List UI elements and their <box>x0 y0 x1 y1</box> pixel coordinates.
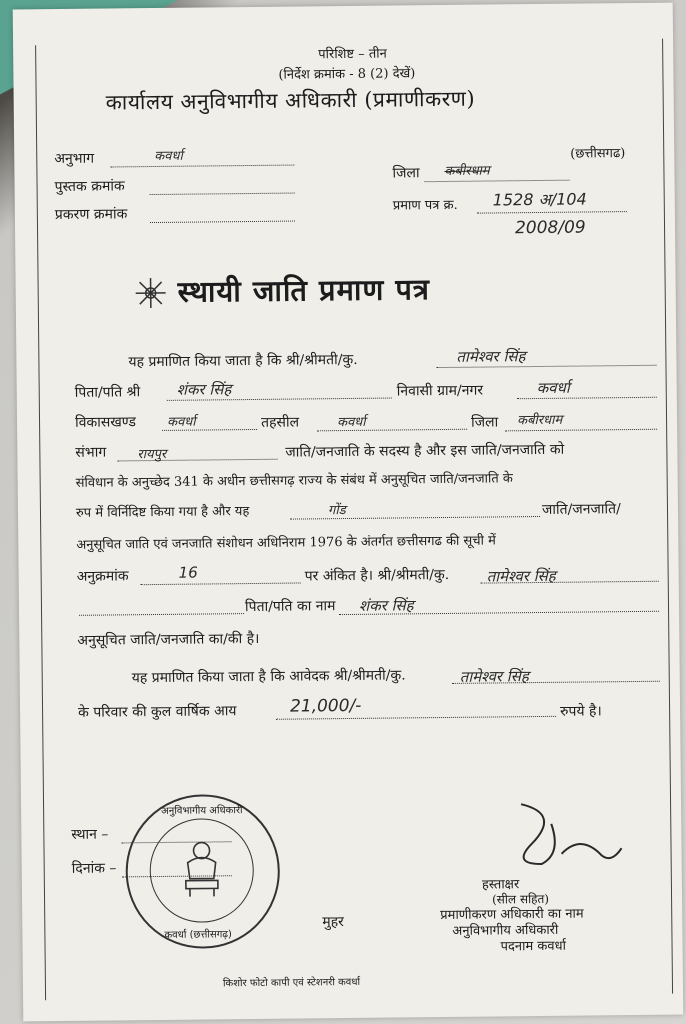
block-label: विकासखण्ड <box>74 414 136 431</box>
tehsil-label: तहसील <box>260 414 300 431</box>
division-value: रायपुर <box>137 446 167 463</box>
printer-credit: किशोर फोटो कापी एवं स्टेशनरी कवर्धा <box>222 976 361 990</box>
office-heading: कार्यालय अनुविभागीय अधिकारी (प्रमाणीकरण) <box>105 86 476 115</box>
place-label: स्थान – <box>71 826 109 843</box>
serial-value: 16 <box>178 563 198 582</box>
district-label: जिला <box>392 165 420 182</box>
cert-year: 2008/09 <box>514 217 586 239</box>
village-label: निवासी ग्राम/नगर <box>396 382 484 400</box>
seal-top-text: अनुविभागीय अधिकारी <box>161 805 243 817</box>
officer-line2: अनुविभागीय अधिकारी <box>452 922 559 939</box>
officer-line: प्रमाणीकरण अधिकारी का नाम <box>440 906 584 924</box>
caste-value: गोंड <box>327 503 346 519</box>
body-line6-tail: जाति/जनजाति/ <box>541 501 621 518</box>
income-value: 21,000/- <box>289 695 362 717</box>
body-line4-tail: जाति/जनजाति के सदस्य है और इस जाति/जनजाति को <box>285 441 565 461</box>
signature-mark <box>491 793 632 884</box>
sign-sub: (सील सहित) <box>491 891 550 907</box>
directive-label: (निर्देश क्रमांक - 8 (2) देखें) <box>278 66 416 83</box>
body-line11: यह प्रमाणित किया जाता है कि आवेदक श्री/श्रीमती/कु. <box>131 667 406 687</box>
emblem-icon <box>179 838 224 898</box>
father2-label: पिता/पति का नाम <box>244 598 336 616</box>
cert-no-label: प्रमाण पत्र क्र. <box>392 197 458 214</box>
appendix-label: परिशिष्ट – तीन <box>318 46 387 63</box>
sign-label: हस्ताक्षर <box>481 877 520 893</box>
block-value: कवर्धा <box>166 414 196 430</box>
body-line7: अनुसूचित जाति एवं जनजाति संशोधन अधिनिराम 1976 के अंतर्गत छत्तीसगढ की सूची में <box>76 533 496 553</box>
section-label: अनुभाग <box>54 150 95 168</box>
case-no-label: प्रकरण क्रमांक <box>54 206 128 224</box>
book-no-label: पुस्तक क्रमांक <box>54 178 125 196</box>
cert-no-value: 1528 अ/104 <box>492 189 587 210</box>
flourish-icon <box>134 276 168 310</box>
listed-name: तामेश्वर सिंह <box>486 566 556 586</box>
district2-value: कबीरधाम <box>516 412 563 429</box>
listed-label: पर अंकित है। श्री/श्रीमती/कु. <box>304 566 450 585</box>
holder-name: तामेश्वर सिंह <box>456 347 526 366</box>
seal-bottom-text: कवर्धा (छत्तीसगढ़) <box>164 929 232 941</box>
state-label: (छत्तीसगढ) <box>570 146 626 162</box>
serial-label: अनुक्रमांक <box>76 568 129 585</box>
seal-label: मुहर <box>322 914 344 931</box>
division-label: संभाग <box>75 444 107 461</box>
district-value: कबीरधाम <box>444 163 490 179</box>
designation: पदनाम कवर्धा <box>500 938 566 955</box>
district2-label: जिला <box>470 414 499 431</box>
official-seal <box>125 794 281 950</box>
income-label: के परिवार की कुल वार्षिक आय <box>78 703 237 721</box>
section-value: कवर्धा <box>154 148 183 165</box>
applicant-name: तामेश्वर सिंह <box>459 667 529 686</box>
father2-name: शंकर सिंह <box>358 596 414 615</box>
body-line5: संविधान के अनुच्छेद 341 के अधीन छत्तीसगढ़ राज्य के संबंध में अनुसूचित जाति/जनजाति के <box>75 471 513 491</box>
body-line6: रुप में विर्निदिष्ट किया गया है और यह <box>75 504 250 521</box>
income-tail: रुपये है। <box>560 703 602 720</box>
body-line10: अनुसूचित जाति/जनजाति का/की है। <box>77 630 260 649</box>
village-value: कवर्धा <box>536 378 570 398</box>
father-name: शंकर सिंह <box>176 380 232 399</box>
date-label: दिनांक – <box>71 860 117 877</box>
certificate-paper <box>13 3 684 1022</box>
certificate-title: स्थायी जाति प्रमाण पत्र <box>177 272 431 309</box>
body-line1: यह प्रमाणित किया जाता है कि श्री/श्रीमती/कु. <box>128 351 358 371</box>
tehsil-value: कवर्धा <box>336 414 366 431</box>
father-label: पिता/पति श्री <box>74 384 141 401</box>
